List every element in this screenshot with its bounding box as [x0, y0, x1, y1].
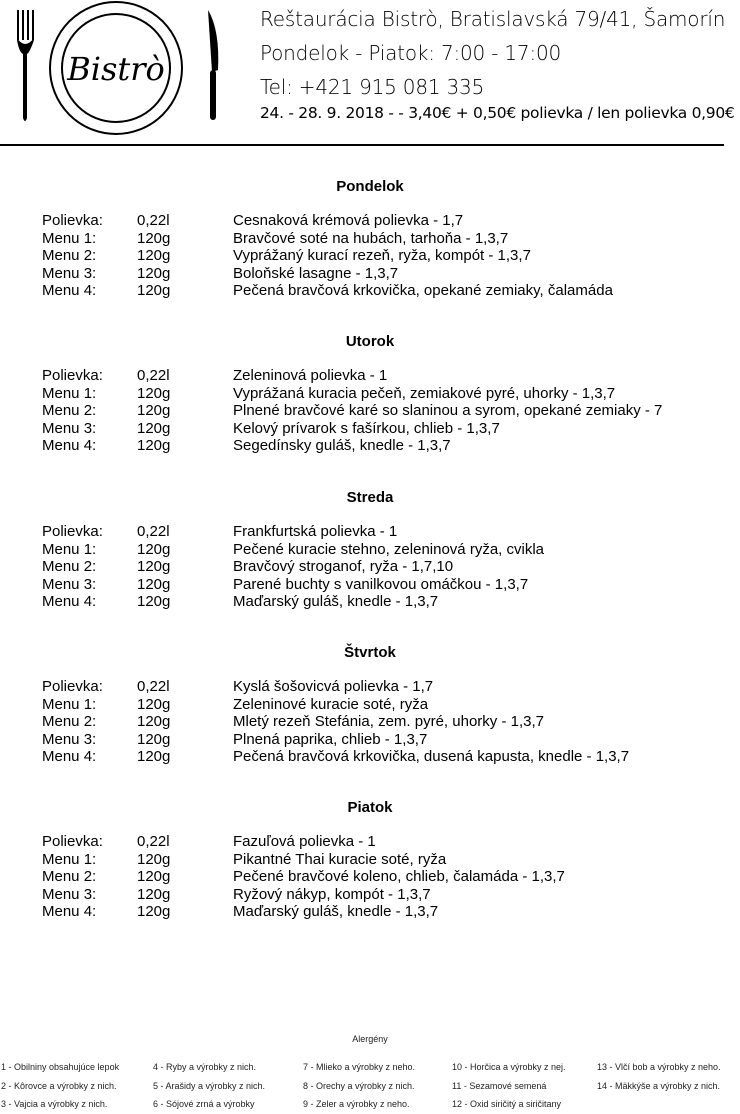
item-quantity: 120g: [137, 713, 171, 731]
item-quantity: 0,22l: [137, 523, 170, 540]
day-title: Štvrtok: [344, 644, 396, 661]
item-label: Menu 1:: [42, 384, 97, 402]
allergen-column: [597, 1058, 721, 1095]
item-label: Menu 2:: [42, 558, 97, 576]
menu-items: [0, 212, 740, 300]
menu-row: [0, 886, 740, 904]
menu-row: [0, 420, 740, 438]
knife-icon: [208, 10, 218, 120]
item-quantity: 120g: [137, 885, 171, 903]
item-dish: Kelový prívarok s fašírkou, chlieb - 1,3,7: [233, 419, 500, 437]
item-dish: Ryžový nákyp, kompót - 1,3,7: [233, 885, 431, 903]
menu-items: [0, 523, 740, 611]
item-label: Menu 1:: [42, 850, 97, 868]
menu-row: [0, 367, 740, 385]
allergen-item: 5 - Arašidy a výrobky z nich.: [153, 1080, 266, 1091]
menu-row: [0, 558, 740, 576]
menu-row: [0, 282, 740, 300]
phone-number: Tel: +421 915 081 335: [260, 75, 485, 99]
item-quantity: 120g: [137, 540, 171, 558]
item-quantity: 120g: [137, 402, 171, 420]
item-dish: Cesnaková krémová polievka - 1,7: [233, 212, 464, 229]
menu-row: [0, 713, 740, 731]
menu-row: [0, 903, 740, 921]
item-quantity: 120g: [137, 748, 171, 766]
menu-row: [0, 731, 740, 749]
menu-row: [0, 247, 740, 265]
menu-row: [0, 593, 740, 611]
item-quantity: 120g: [137, 437, 171, 455]
item-dish: Plnená paprika, chlieb - 1,3,7: [233, 730, 428, 748]
item-dish: Parené buchty s vanilkovou omáčkou - 1,3,7: [233, 575, 529, 593]
menu-header: [0, 0, 740, 148]
item-dish: Pečená bravčová krkovička, opekané zemiaky, čalamáda: [233, 282, 613, 300]
item-dish: Pečené kuracie stehno, zeleninová ryža, cvikla: [233, 540, 545, 558]
item-dish: Pečené bravčové koleno, chlieb, čalamáda - 1,3,7: [233, 868, 565, 886]
allergen-item: 2 - Kôrovce a výrobky z nich.: [1, 1080, 117, 1091]
item-dish: Vyprážaná kuracia pečeň, zemiakové pyré, uhorky - 1,3,7: [233, 384, 616, 402]
bistro-logo: [8, 0, 248, 138]
item-label: Menu 4:: [42, 593, 97, 611]
allergen-column: [1, 1058, 119, 1114]
item-dish: Maďarský guláš, knedle - 1,3,7: [233, 903, 439, 921]
item-quantity: 120g: [137, 868, 171, 886]
item-label: Menu 1:: [42, 695, 97, 713]
allergen-item: 7 - Mlieko a výrobky z neho.: [303, 1062, 416, 1072]
item-dish: Pečená bravčová krkovička, dusená kapusta, knedle - 1,3,7: [233, 748, 630, 766]
allergen-item: 14 - Mäkkýše a výrobky z nich.: [597, 1080, 721, 1091]
item-quantity: 120g: [137, 264, 171, 282]
header-divider: [0, 144, 724, 146]
allergen-item: 13 - Vlčí bob a výrobky z neho.: [597, 1062, 721, 1072]
item-quantity: 120g: [137, 282, 171, 300]
item-dish: Zeleninové kuracie soté, ryža: [233, 695, 429, 713]
allergen-item: 9 - Zeler a výrobky z neho.: [303, 1099, 410, 1109]
item-quantity: 0,22l: [137, 833, 170, 850]
item-label: Menu 4:: [42, 437, 97, 455]
menu-row: [0, 678, 740, 696]
item-label: Menu 4:: [42, 903, 97, 921]
item-quantity: 120g: [137, 229, 171, 247]
opening-hours: Pondelok - Piatok: 7:00 - 17:00: [260, 41, 562, 65]
allergen-column: [153, 1058, 265, 1114]
item-dish: Bravčové soté na hubách, tarhoňa - 1,3,7: [233, 229, 509, 247]
item-dish: Mletý rezeň Stefánia, zem. pyré, uhorky - 1,3,7: [233, 713, 544, 731]
item-label: Menu 2:: [42, 402, 97, 420]
menu-row: [0, 576, 740, 594]
allergen-item: 8 - Orechy a výrobky z nich.: [303, 1080, 415, 1091]
item-dish: Zeleninová polievka - 1: [233, 367, 388, 384]
allergen-item: 11 - Sezamové semená: [452, 1080, 547, 1091]
menu-row: [0, 385, 740, 403]
item-quantity: 120g: [137, 593, 171, 611]
menu-row: [0, 868, 740, 886]
item-dish: Kyslá šošovicvá polievka - 1,7: [233, 678, 434, 695]
item-label: Polievka:: [42, 523, 103, 540]
allergen-item: 10 - Horčica a výrobky z nej.: [452, 1062, 566, 1072]
fork-icon: [17, 10, 34, 121]
menu-items: [0, 367, 740, 455]
menu-row: [0, 523, 740, 541]
day-title: Piatok: [347, 799, 393, 816]
allergen-item: 1 - Obilniny obsahujúce lepok: [1, 1062, 120, 1072]
menu-row: [0, 833, 740, 851]
allergen-item: 3 - Vajcia a výrobky z nich.: [1, 1099, 108, 1109]
item-dish: Vyprážaný kurací rezeň, ryža, kompót - 1,3,7: [233, 247, 531, 265]
item-label: Menu 3:: [42, 730, 97, 748]
item-quantity: 0,22l: [137, 212, 170, 229]
menu-row: [0, 230, 740, 248]
item-label: Menu 2:: [42, 868, 97, 886]
allergen-title: Alergény: [352, 1034, 388, 1044]
restaurant-info: [260, 2, 725, 104]
item-label: Menu 3:: [42, 264, 97, 282]
menu-row: [0, 437, 740, 455]
item-quantity: 0,22l: [137, 678, 170, 695]
menu-row: [0, 696, 740, 714]
item-label: Menu 1:: [42, 540, 97, 558]
item-label: Menu 2:: [42, 247, 97, 265]
menu-items: [0, 678, 740, 766]
item-label: Menu 3:: [42, 575, 97, 593]
allergen-item: 12 - Oxid siričitý a siričitany: [452, 1099, 562, 1109]
menu-row: [0, 851, 740, 869]
item-dish: Boloňské lasagne - 1,3,7: [233, 264, 399, 282]
item-dish: Frankfurtská polievka - 1: [233, 523, 398, 540]
item-dish: Fazuľová polievka - 1: [233, 833, 376, 850]
item-quantity: 120g: [137, 695, 171, 713]
item-label: Menu 3:: [42, 885, 97, 903]
menu-row: [0, 402, 740, 420]
week-price-line: 24. - 28. 9. 2018 - - 3,40€ + 0,50€ polievka / len polievka 0,90€: [260, 104, 735, 122]
allergen-column: [452, 1058, 566, 1114]
item-label: Menu 4:: [42, 282, 97, 300]
item-dish: Maďarský guláš, knedle - 1,3,7: [233, 593, 439, 611]
item-quantity: 120g: [137, 419, 171, 437]
restaurant-address: Reštaurácia Bistrò, Bratislavská 79/41, Šamorín: [260, 7, 726, 31]
allergen-column: [303, 1058, 415, 1114]
menu-row: [0, 748, 740, 766]
item-quantity: 120g: [137, 384, 171, 402]
item-quantity: 120g: [137, 247, 171, 265]
item-label: Menu 3:: [42, 419, 97, 437]
item-quantity: 0,22l: [137, 367, 170, 384]
item-label: Polievka:: [42, 678, 103, 695]
item-quantity: 120g: [137, 575, 171, 593]
item-label: Polievka:: [42, 833, 103, 850]
item-label: Menu 4:: [42, 748, 97, 766]
item-dish: Pikantné Thai kuracie soté, ryža: [233, 850, 447, 868]
allergen-item: 4 - Ryby a výrobky z nich.: [153, 1062, 257, 1072]
allergen-item: 6 - Sójové zrná a výrobky: [153, 1099, 255, 1109]
item-label: Menu 1:: [42, 229, 97, 247]
item-quantity: 120g: [137, 850, 171, 868]
item-quantity: 120g: [137, 903, 171, 921]
item-quantity: 120g: [137, 558, 171, 576]
item-dish: Bravčový stroganof, ryža - 1,7,10: [233, 558, 454, 576]
menu-row: [0, 541, 740, 559]
day-title: Streda: [346, 489, 394, 506]
item-quantity: 120g: [137, 730, 171, 748]
item-dish: Plnené bravčové karé so slaninou a syrom, opekané zemiaky - 7: [233, 402, 663, 420]
item-label: Polievka:: [42, 367, 103, 384]
menu-row: [0, 212, 740, 230]
item-label: Menu 2:: [42, 713, 97, 731]
menu-row: [0, 265, 740, 283]
menu-items: [0, 833, 740, 921]
item-label: Polievka:: [42, 212, 103, 229]
item-dish: Segedínsky guláš, knedle - 1,3,7: [233, 437, 451, 455]
logo-text: Bistrò: [67, 50, 165, 88]
day-title: Pondelok: [336, 178, 404, 195]
day-title: Utorok: [345, 333, 395, 350]
